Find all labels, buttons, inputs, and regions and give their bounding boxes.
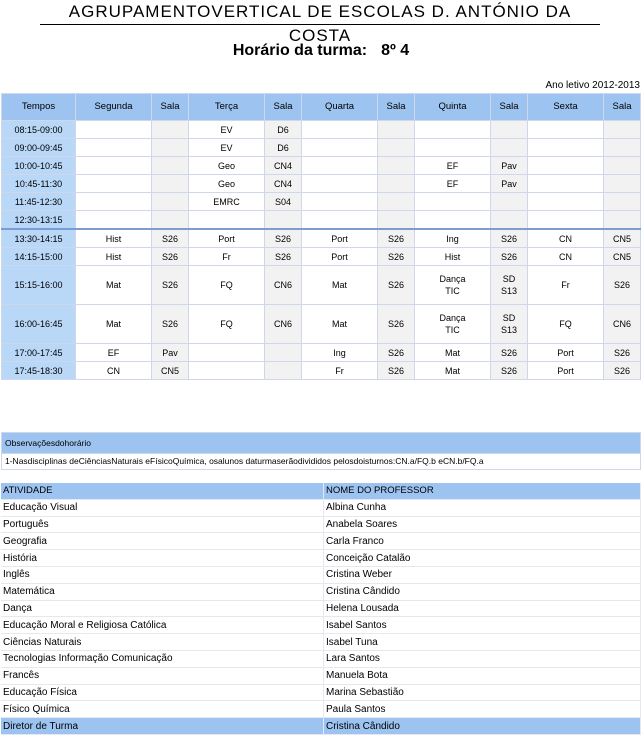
class-name: 8º 4 xyxy=(381,42,410,59)
teacher-cell: Isabel Santos xyxy=(324,617,641,634)
subject-cell xyxy=(302,211,378,230)
teacher-cell: Cristina Weber xyxy=(324,566,641,583)
subject-cell xyxy=(76,175,152,193)
subject-cell: CN xyxy=(528,229,604,248)
room-cell: S26 xyxy=(491,344,528,362)
subject-cell xyxy=(76,139,152,157)
class-director-row xyxy=(1,718,641,735)
professors-header-row xyxy=(1,483,641,499)
professor-row xyxy=(1,617,641,634)
subject-cell: Port xyxy=(528,344,604,362)
room-cell xyxy=(491,211,528,230)
teacher-cell: Helena Lousada xyxy=(324,600,641,617)
subject-cell xyxy=(189,362,265,380)
teacher-cell: Paula Santos xyxy=(324,701,641,718)
subject-cell: Geo xyxy=(189,175,265,193)
room-cell: S26 xyxy=(378,344,415,362)
subject-cell: Mat xyxy=(76,305,152,344)
subject-cell: EMRC xyxy=(189,193,265,211)
activity-cell: ATIVIDADE xyxy=(1,483,324,499)
professors-table xyxy=(1,483,641,735)
time-slot-cell: 12:30-13:15 xyxy=(2,211,76,230)
subject-cell xyxy=(189,344,265,362)
page-title xyxy=(0,42,642,60)
subject-cell xyxy=(415,139,491,157)
room-cell: S26 xyxy=(265,248,302,266)
subject-cell: Ing xyxy=(415,229,491,248)
schedule-row xyxy=(2,362,641,380)
time-slot-cell: 08:15-09:00 xyxy=(2,121,76,139)
room-cell xyxy=(604,121,641,139)
professor-row xyxy=(1,634,641,651)
room-cell: S26 xyxy=(265,229,302,248)
room-cell: S26 xyxy=(152,266,189,305)
subject-cell xyxy=(528,139,604,157)
activity-cell: Geografia xyxy=(1,533,324,550)
room-cell xyxy=(604,193,641,211)
subject-cell: EF xyxy=(415,175,491,193)
time-slot-cell: 17:45-18:30 xyxy=(2,362,76,380)
professor-row xyxy=(1,550,641,567)
subject-cell: EF xyxy=(76,344,152,362)
subject-cell: Dança TIC xyxy=(415,266,491,305)
schedule-header-cell: Sala xyxy=(491,94,528,121)
subject-cell: Port xyxy=(302,248,378,266)
time-slot-cell: 16:00-16:45 xyxy=(2,305,76,344)
subject-cell xyxy=(302,175,378,193)
subject-cell: FQ xyxy=(189,305,265,344)
schedule-row xyxy=(2,193,641,211)
subject-cell: FQ xyxy=(528,305,604,344)
subject-cell xyxy=(528,211,604,230)
room-cell xyxy=(265,362,302,380)
professor-row xyxy=(1,667,641,684)
subject-cell xyxy=(189,211,265,230)
room-cell: S26 xyxy=(604,344,641,362)
subject-cell xyxy=(528,193,604,211)
time-slot-cell: 17:00-17:45 xyxy=(2,344,76,362)
subject-cell: Fr xyxy=(189,248,265,266)
activity-cell: Diretor de Turma xyxy=(1,718,324,735)
room-cell xyxy=(604,139,641,157)
subject-cell xyxy=(76,211,152,230)
room-cell: S26 xyxy=(491,362,528,380)
subject-cell xyxy=(528,157,604,175)
time-slot-cell: 10:45-11:30 xyxy=(2,175,76,193)
subject-cell: EV xyxy=(189,121,265,139)
subject-cell xyxy=(415,211,491,230)
schedule-header-cell: Quinta xyxy=(415,94,491,121)
subject-cell: Mat xyxy=(415,362,491,380)
room-cell xyxy=(378,139,415,157)
room-cell: Pav xyxy=(152,344,189,362)
room-cell: S26 xyxy=(378,362,415,380)
room-cell: Pav xyxy=(491,157,528,175)
activity-cell: Tecnologias Informação Comunicação xyxy=(1,650,324,667)
teacher-cell: Isabel Tuna xyxy=(324,634,641,651)
room-cell: CN6 xyxy=(604,305,641,344)
room-cell xyxy=(604,211,641,230)
subject-cell xyxy=(302,193,378,211)
room-cell: S26 xyxy=(152,229,189,248)
schedule-row xyxy=(2,248,641,266)
subject-cell: Port xyxy=(189,229,265,248)
room-cell: S26 xyxy=(378,305,415,344)
activity-cell: Educação Moral e Religiosa Católica xyxy=(1,617,324,634)
room-cell: CN6 xyxy=(265,305,302,344)
room-cell: CN4 xyxy=(265,157,302,175)
subject-cell: Fr xyxy=(302,362,378,380)
schedule-row xyxy=(2,305,641,344)
teacher-cell: Cristina Cândido xyxy=(324,583,641,600)
professor-row xyxy=(1,516,641,533)
room-cell xyxy=(152,157,189,175)
subject-cell xyxy=(415,121,491,139)
schedule-header-cell: Sala xyxy=(265,94,302,121)
room-cell xyxy=(604,157,641,175)
title-label: Horário da turma: xyxy=(232,42,368,59)
subject-cell xyxy=(302,139,378,157)
professor-row xyxy=(1,533,641,550)
room-cell: S26 xyxy=(491,248,528,266)
subject-cell: EF xyxy=(415,157,491,175)
room-cell: S26 xyxy=(152,248,189,266)
activity-cell: Dança xyxy=(1,600,324,617)
subject-cell xyxy=(528,175,604,193)
time-slot-cell: 11:45-12:30 xyxy=(2,193,76,211)
room-cell xyxy=(152,139,189,157)
subject-cell: Mat xyxy=(76,266,152,305)
schedule-row xyxy=(2,229,641,248)
subject-cell xyxy=(76,121,152,139)
professor-row xyxy=(1,600,641,617)
schedule-header-cell: Sala xyxy=(378,94,415,121)
room-cell: Pav xyxy=(491,175,528,193)
room-cell xyxy=(152,193,189,211)
room-cell xyxy=(152,175,189,193)
subject-cell xyxy=(302,121,378,139)
professor-row xyxy=(1,499,641,516)
room-cell: CN5 xyxy=(604,229,641,248)
observations-title: Observaçõesdohorário xyxy=(1,432,641,454)
teacher-cell: Conceição Catalão xyxy=(324,550,641,567)
subject-cell xyxy=(528,121,604,139)
schedule-header-cell: Sala xyxy=(152,94,189,121)
school-name: AGRUPAMENTOVERTICAL DE ESCOLAS D. ANTÓNIO DA COSTA xyxy=(40,0,600,25)
schedule-row xyxy=(2,157,641,175)
professor-row xyxy=(1,650,641,667)
subject-cell xyxy=(76,157,152,175)
subject-cell: FQ xyxy=(189,266,265,305)
time-slot-cell: 14:15-15:00 xyxy=(2,248,76,266)
teacher-cell: Carla Franco xyxy=(324,533,641,550)
subject-cell: Fr xyxy=(528,266,604,305)
subject-cell: Dança TIC xyxy=(415,305,491,344)
observations-panel xyxy=(1,432,641,470)
room-cell xyxy=(378,175,415,193)
room-cell xyxy=(491,193,528,211)
activity-cell: Francês xyxy=(1,667,324,684)
teacher-cell: NOME DO PROFESSOR xyxy=(324,483,641,499)
activity-cell: Educação Visual xyxy=(1,499,324,516)
activity-cell: Ciências Naturais xyxy=(1,634,324,651)
room-cell xyxy=(491,121,528,139)
room-cell: S26 xyxy=(378,248,415,266)
professor-row xyxy=(1,684,641,701)
time-slot-cell: 10:00-10:45 xyxy=(2,157,76,175)
subject-cell: CN xyxy=(528,248,604,266)
subject-cell: Hist xyxy=(76,229,152,248)
room-cell xyxy=(378,121,415,139)
room-cell xyxy=(604,175,641,193)
subject-cell: EV xyxy=(189,139,265,157)
room-cell xyxy=(378,211,415,230)
teacher-cell: Cristina Cândido xyxy=(324,718,641,735)
school-year: Ano letivo 2012-2013 xyxy=(545,80,640,91)
subject-cell: Port xyxy=(528,362,604,380)
schedule-row xyxy=(2,139,641,157)
time-slot-cell: 15:15-16:00 xyxy=(2,266,76,305)
subject-cell xyxy=(302,157,378,175)
schedule-table xyxy=(1,93,641,380)
activity-cell: Matemática xyxy=(1,583,324,600)
subject-cell: Hist xyxy=(415,248,491,266)
activity-cell: Físico Química xyxy=(1,701,324,718)
subject-cell xyxy=(415,193,491,211)
teacher-cell: Manuela Bota xyxy=(324,667,641,684)
room-cell: CN5 xyxy=(604,248,641,266)
room-cell: S26 xyxy=(604,362,641,380)
room-cell: S26 xyxy=(152,305,189,344)
room-cell xyxy=(265,211,302,230)
schedule-header-cell: Segunda xyxy=(76,94,152,121)
room-cell: S26 xyxy=(491,229,528,248)
professor-row xyxy=(1,583,641,600)
schedule-row xyxy=(2,344,641,362)
schedule-header-cell: Sexta xyxy=(528,94,604,121)
schedule-header-cell: Quarta xyxy=(302,94,378,121)
schedule-row xyxy=(2,121,641,139)
subject-cell: Mat xyxy=(302,305,378,344)
teacher-cell: Albina Cunha xyxy=(324,499,641,516)
room-cell xyxy=(152,121,189,139)
schedule-row xyxy=(2,211,641,230)
room-cell: SD S13 xyxy=(491,266,528,305)
subject-cell: Mat xyxy=(302,266,378,305)
room-cell xyxy=(152,211,189,230)
schedule-header-cell: Sala xyxy=(604,94,641,121)
room-cell: D6 xyxy=(265,121,302,139)
teacher-cell: Lara Santos xyxy=(324,650,641,667)
professor-row xyxy=(1,701,641,718)
room-cell xyxy=(378,193,415,211)
room-cell: S26 xyxy=(378,266,415,305)
room-cell: CN6 xyxy=(265,266,302,305)
room-cell xyxy=(491,139,528,157)
room-cell: S04 xyxy=(265,193,302,211)
professor-row xyxy=(1,566,641,583)
subject-cell xyxy=(76,193,152,211)
schedule-row xyxy=(2,175,641,193)
room-cell: CN4 xyxy=(265,175,302,193)
schedule-header-row xyxy=(2,94,641,121)
room-cell xyxy=(378,157,415,175)
subject-cell: Port xyxy=(302,229,378,248)
subject-cell: Ing xyxy=(302,344,378,362)
schedule-header-cell: Terça xyxy=(189,94,265,121)
room-cell: CN5 xyxy=(152,362,189,380)
schedule-header-cell: Tempos xyxy=(2,94,76,121)
room-cell xyxy=(265,344,302,362)
room-cell: D6 xyxy=(265,139,302,157)
activity-cell: Educação Física xyxy=(1,684,324,701)
room-cell: S26 xyxy=(604,266,641,305)
activity-cell: História xyxy=(1,550,324,567)
activity-cell: Inglês xyxy=(1,566,324,583)
observations-text: 1-Nasdisciplinas deCiênciasNaturais eFísicoQuímica, osalunos daturmaserãodivididos pelosdoisturnos:CN.a/FQ.b eCN.b/FQ.a xyxy=(1,454,641,470)
subject-cell: CN xyxy=(76,362,152,380)
activity-cell: Português xyxy=(1,516,324,533)
teacher-cell: Marina Sebastião xyxy=(324,684,641,701)
time-slot-cell: 09:00-09:45 xyxy=(2,139,76,157)
room-cell: S26 xyxy=(378,229,415,248)
schedule-row xyxy=(2,266,641,305)
subject-cell: Mat xyxy=(415,344,491,362)
teacher-cell: Anabela Soares xyxy=(324,516,641,533)
subject-cell: Geo xyxy=(189,157,265,175)
time-slot-cell: 13:30-14:15 xyxy=(2,229,76,248)
room-cell: SD S13 xyxy=(491,305,528,344)
subject-cell: Hist xyxy=(76,248,152,266)
